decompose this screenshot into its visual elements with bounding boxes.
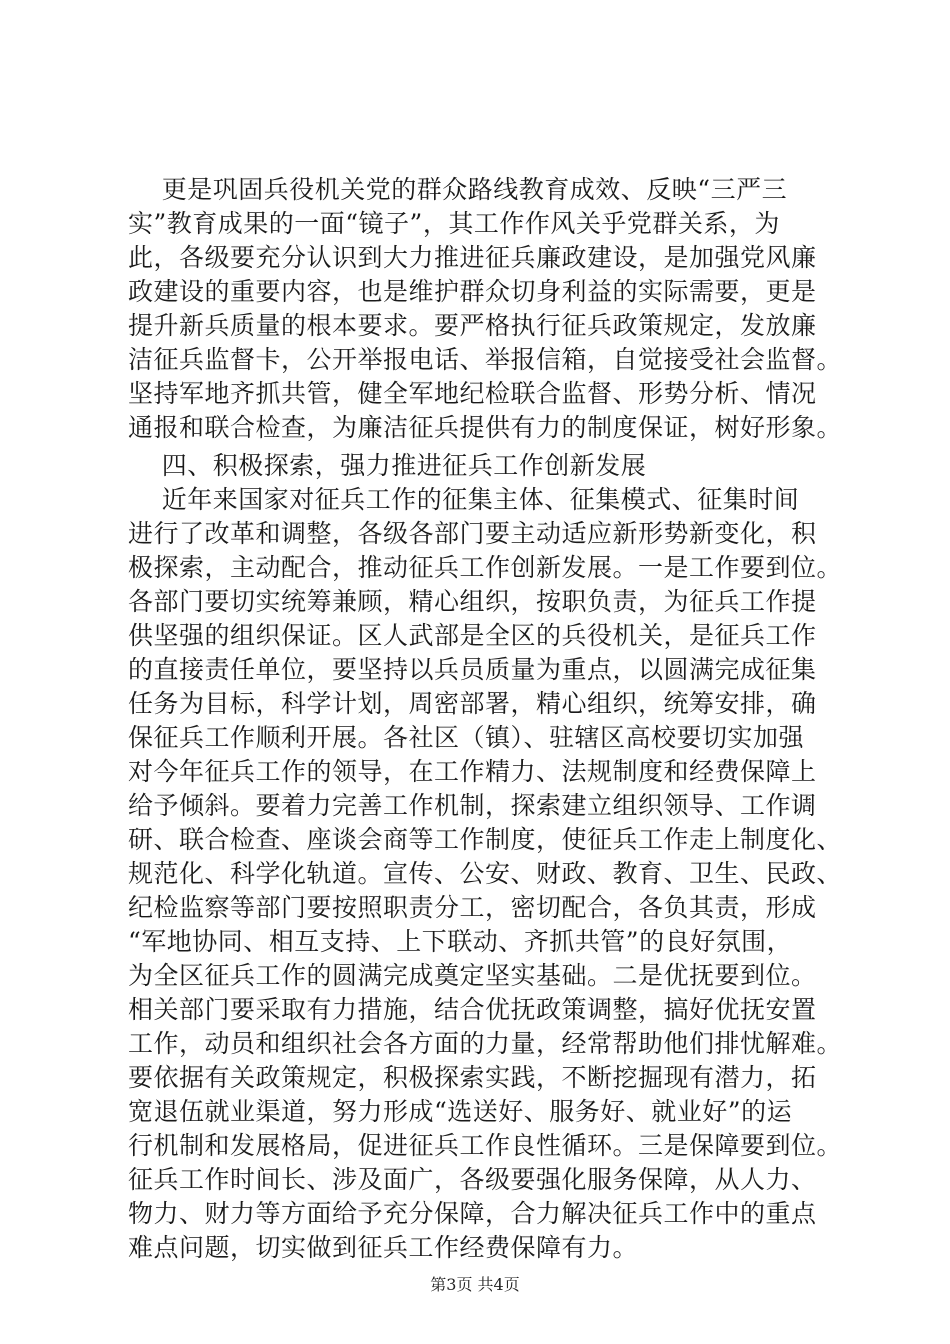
paragraph-line: 极探索，主动配合，推动征兵工作创新发展。一是工作要到位。 (128, 553, 843, 582)
paragraph-line: 工作，动员和组织社会各方面的力量，经常帮助他们排忧解难。 (128, 1029, 843, 1058)
paragraph-line: 行机制和发展格局，促进征兵工作良性循环。三是保障要到位。 (128, 1131, 843, 1160)
paragraph-line: 物力、财力等方面给予充分保障，合力解决征兵工作中的重点 (128, 1199, 817, 1228)
paragraph-line: 规范化、科学化轨道。宣传、公安、财政、教育、卫生、民政、 (128, 859, 843, 888)
page-footer: 第3页 共4页 (430, 1275, 520, 1294)
paragraph-line: 给予倾斜。要着力完善工作机制，探索建立组织领导、工作调 (128, 791, 817, 820)
paragraph-line: 坚持军地齐抓共管，健全军地纪检联合监督、形势分析、情况 (128, 379, 817, 408)
paragraph-line: 宽退伍就业渠道，努力形成“选送好、服务好、就业好”的运 (128, 1097, 793, 1126)
paragraph-line: 任务为目标，科学计划，周密部署，精心组织，统筹安排，确 (128, 689, 817, 718)
paragraph-line: 保征兵工作顺利开展。各社区（镇）、驻辖区高校要切实加强 (128, 723, 805, 752)
paragraph-line: 各部门要切实统筹兼顾，精心组织，按职负责，为征兵工作提 (128, 587, 817, 616)
paragraph-line: 相关部门要采取有力措施，结合优抚政策调整，搞好优抚安置 (128, 995, 817, 1024)
paragraph-line: 更是巩固兵役机关党的群众路线教育成效、反映“三严三 (128, 175, 788, 204)
paragraph-line: 纪检监察等部门要按照职责分工，密切配合，各负其责，形成 (128, 893, 817, 922)
paragraph-line: 供坚强的组织保证。区人武部是全区的兵役机关，是征兵工作 (128, 621, 817, 650)
paragraph-line: 近年来国家对征兵工作的征集主体、征集模式、征集时间 (128, 485, 800, 514)
paragraph-line: 通报和联合检查，为廉洁征兵提供有力的制度保证，树好形象。 (128, 413, 843, 442)
paragraph-line: 征兵工作时间长、涉及面广，各级要强化服务保障，从人力、 (128, 1165, 817, 1194)
paragraph-2-section (128, 449, 843, 1265)
paragraph-line: 政建设的重要内容，也是维护群众切身利益的实际需要，更是 (128, 277, 817, 306)
paragraph-line: 对今年征兵工作的领导，在工作精力、法规制度和经费保障上 (128, 757, 817, 786)
paragraph-line: 进行了改革和调整，各级各部门要主动适应新形势新变化，积 (128, 519, 817, 548)
paragraph-line: 研、联合检查、座谈会商等工作制度，使征兵工作走上制度化、 (128, 825, 843, 854)
paragraph-line: 的直接责任单位，要坚持以兵员质量为重点，以圆满完成征集 (128, 655, 817, 684)
paragraph-line: 洁征兵监督卡，公开举报电话、举报信箱，自觉接受社会监督。 (128, 345, 843, 374)
section-heading: 四、积极探索，强力推进征兵工作创新发展 (128, 451, 647, 480)
paragraph-line: 要依据有关政策规定，积极探索实践，不断挖掘现有潜力，拓 (128, 1063, 817, 1092)
paragraph-line: “军地协同、相互支持、上下联动、齐抓共管”的良好氛围， (128, 927, 793, 956)
paragraph-line: 为全区征兵工作的圆满完成奠定坚实基础。二是优抚要到位。 (128, 961, 817, 990)
paragraph-line: 此，各级要充分认识到大力推进征兵廉政建设，是加强党风廉 (128, 243, 817, 272)
paragraph-line: 难点问题，切实做到征兵工作经费保障有力。 (128, 1233, 639, 1262)
paragraph-line: 提升新兵质量的根本要求。要严格执行征兵政策规定，发放廉 (128, 311, 817, 340)
paragraph-line: 实”教育成果的一面“镜子”，其工作作风关乎党群关系，为 (128, 209, 780, 238)
paragraph-1 (128, 173, 843, 445)
